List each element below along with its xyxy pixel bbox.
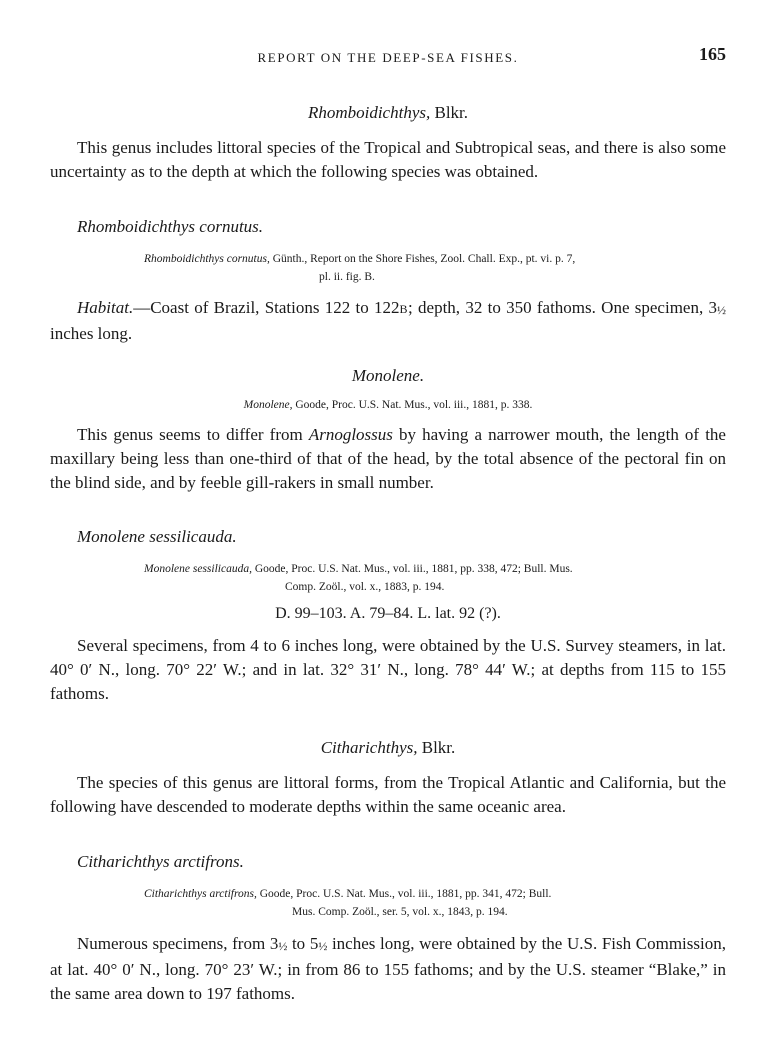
habitat-station-suffix: B (399, 302, 409, 316)
citation-monolene-sessilicauda (50, 560, 776, 596)
running-title: REPORT ON THE DEEP-SEA FISHES. (257, 50, 519, 65)
citation-text-continued: Mus. Comp. Zoöl., ser. 5, vol. x., 1843, p. 194. (292, 906, 508, 918)
species-heading-citharichthys-arctifrons: Citharichthys arctifrons. (77, 852, 244, 871)
citation-citharichthys-arctifrons (50, 885, 776, 921)
description-text-1: Numerous specimens, from 3 (77, 934, 279, 953)
citation-text: Günth., Report on the Shore Fishes, Zool. Chall. Exp., pt. vi. p. 7, (269, 253, 576, 265)
species-heading-monolene-sessilicauda: Monolene sessilicauda. (77, 527, 237, 546)
genus-name: Monolene. (351, 366, 425, 385)
fin-ray-formula: D. 99–103. A. 79–84. L. lat. 92 (?). (275, 605, 501, 622)
citation-rhomboidichthys-cornutus (50, 250, 776, 286)
paragraph-monolene-intro (50, 423, 726, 495)
genus-heading-monolene (50, 366, 726, 386)
habitat-fraction: ½ (717, 303, 726, 317)
citation-monolene-genus (50, 396, 726, 414)
species-heading-rhomboidichthys-cornutus: Rhomboidichthys cornutus. (77, 217, 264, 236)
fraction-b: ½ (318, 939, 328, 953)
genus-name: Citharichthys, (320, 738, 418, 757)
intro-text-1: This genus seems to differ from (77, 425, 309, 444)
genus-name: Rhomboidichthys, (307, 103, 431, 122)
page-number: 165 (699, 44, 726, 64)
genus-author: Blkr. (430, 103, 469, 122)
genus-heading-citharichthys (50, 738, 726, 758)
paragraph-monolene-description: Several specimens, from 4 to 6 inches long, were obtained by the U.S. Survey steamers, in lat. 40° 0′ N., long. 70° 22′ W.; and in lat. 32° 31′ N., long. 78° 44′ W.; at depths from 115 to 155 fathoms. (50, 636, 726, 703)
description-text-2: to 5 (287, 934, 319, 953)
citation-text: Goode, Proc. U.S. Nat. Mus., vol. iii., 1881, pp. 341, 472; Bull. (256, 888, 552, 900)
habitat-text-2: ; depth, 32 to 350 fathoms. One specimen, 3 (408, 298, 717, 317)
intro-italic-genus: Arnoglossus (308, 425, 393, 444)
habitat-label: Habitat. (77, 298, 134, 317)
habitat-text-1: —Coast of Brazil, Stations 122 to 122 (133, 298, 400, 317)
paragraph-citharichthys-intro: The species of this genus are littoral forms, from the Tropical Atlantic and California, but the following have descended to moderate depths within the same oceanic area. (50, 773, 726, 816)
paragraph-habitat (50, 296, 726, 346)
citation-species: Monolene sessilicauda, (144, 563, 252, 575)
description-text-3: inches long, were obtained by the U.S. Fish Commission, at lat. 40° 0′ N., long. 70° 23′ W.; in from 86 to 155 fathoms; and by the U.S. steamer “Blake,” in the same area down to 197 fathoms. (50, 934, 726, 1003)
citation-species: Citharichthys arctifrons, (144, 888, 257, 900)
genus-author: Blkr. (417, 738, 456, 757)
fraction-a: ½ (278, 939, 288, 953)
citation-text: Goode, Proc. U.S. Nat. Mus., vol. iii., 1881, pp. 338, 472; Bull. Mus. (251, 563, 573, 575)
citation-text: Goode, Proc. U.S. Nat. Mus., vol. iii., 1881, p. 338. (292, 399, 533, 411)
citation-text-continued: pl. ii. fig. B. (319, 271, 375, 283)
habitat-text-3: inches long. (50, 324, 133, 343)
genus-heading-rhomboidichthys (50, 103, 726, 123)
paragraph-citharichthys-description (50, 932, 726, 1006)
paragraph-rhomboidichthys-intro: This genus includes littoral species of the Tropical and Subtropical seas, and there is also some uncertainty as to the depth at which the following species was obtained. (50, 138, 726, 181)
citation-species: Rhomboidichthys cornutus, (144, 253, 270, 265)
citation-text-continued: Comp. Zoöl., vol. x., 1883, p. 194. (285, 581, 445, 593)
intro-text-2: by having a narrower mouth, the length of the maxillary being less than one-third of that of the head, by the total absence of the pectoral fin on the blind side, and by feeble gill-rakers in small number. (50, 425, 726, 492)
citation-genus: Monolene, (243, 399, 293, 411)
running-head (50, 44, 726, 66)
